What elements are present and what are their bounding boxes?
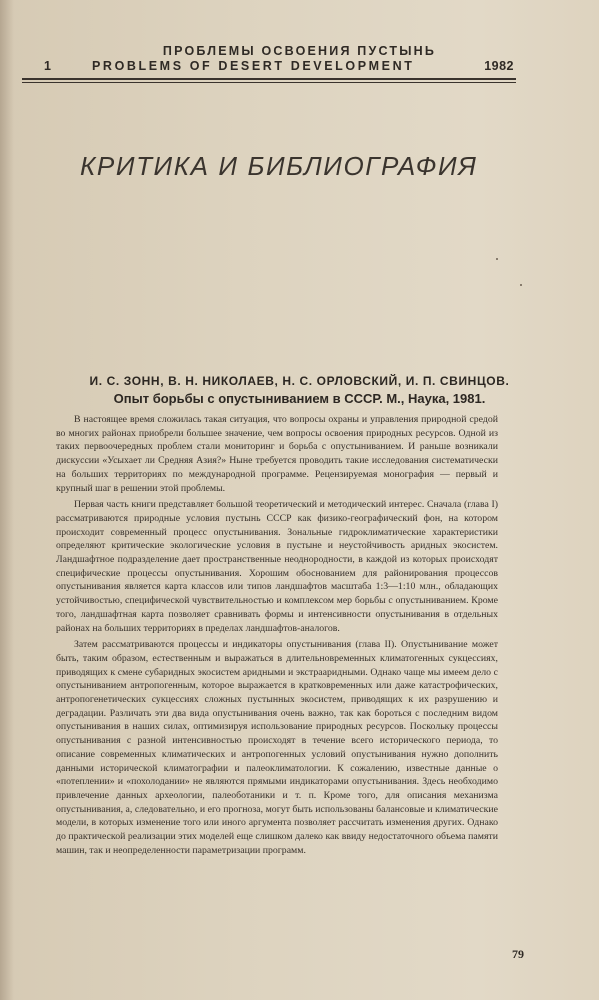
review-book-title: Опыт борьбы с опустыниванием в СССР. М., Наука, 1981.: [113, 391, 486, 406]
paragraph: Первая часть книги представляет большой теоретический и методический интерес. Сначала (глава I) рассматриваются природные условия пустынь СССР как физико-географический фон, на котором происходит современный процесс опустынивания. Зональные гидроклиматические характеристики определяют критические экологические условия в пустыне и неустойчивость аридных экосистем. Ландшафтное подразделение дает пространственные неоднородности, в каждой из которых происходят специфические процессы опустынивания. Хорошим обоснованием для районирования процессов опустынивания является карта классов или типов ландшафтов масштаба 1:3—1:10 млн., обладающих устойчивостью, специфической чувствительностью и комплексом мер борьбы с опустыниванием. Кроме того, ландшафтная карта позволяет сравнивать формы и интенсивности опустынивания в отдельных районах на больших территориях в пределах ландшафтов-аналогов.: [56, 499, 498, 634]
section-title: КРИТИКА И БИБЛИОГРАФИЯ: [80, 151, 478, 181]
header-rule-thin: [22, 82, 516, 83]
paragraph: Затем рассматриваются процессы и индикаторы опустынивания (глава II). Опустынивание может быть, таким образом, естественным и выражаться в длительновременных климатогенных сукцессиях, приводящих к смене субаридных экосистем аридными и экстрааридными. Однако чаще мы имеем дело с опустыниванием антропогенным, которое выражается в кратковременных или даже катастрофических, антропогенетических сукцессиях сложных пустынных экосистем, приводящих к их разрушению и деградации. Различать эти два вида опустынивания очень важно, так как бороться с последним видом опустынивания в наших силах, оптимизируя использование природных ресурсов. Поскольку процессы опустынивания с разной интенсивностью происходят в течение всего исторического периода, то описание современных климатических и антропогенных условий опустынивания нужно дополнить данными исторической климатографии и палеоклиматологии. К сожалению, известные данные о «потеплении» и «похолодании» не являются прямыми индикаторами опустынивания. Здесь необходимо привлечение данных археологии, палеоботаники и т. п. Кроме того, для описания механизма опустынивания, а, следовательно, и его прогноза, могут быть использованы балансовые и климатические модели, в которых изменение того или иного аргумента позволяет рассчитать изменения других. Однако до практической реализации этих моделей еще слишком далеко как ввиду недостаточного объема памяти машин, так и неопределенности параметризации программ.: [56, 639, 498, 856]
journal-title-en: PROBLEMS OF DESERT DEVELOPMENT: [92, 59, 415, 73]
paper-speck: [496, 258, 498, 260]
review-body: [56, 413, 498, 861]
header-rule-thick: [22, 78, 516, 80]
issue-year: 1982: [484, 59, 514, 73]
paper-speck: [520, 284, 522, 286]
running-header: [44, 59, 514, 77]
issue-number: 1: [44, 59, 51, 73]
review-authors: И. С. ЗОНН, В. Н. НИКОЛАЕВ, Н. С. ОРЛОВСКИЙ, И. П. СВИНЦОВ.: [89, 374, 510, 388]
page-number: 79: [512, 947, 524, 961]
paragraph: В настоящее время сложилась такая ситуация, что вопросы охраны и управления природной средой во многих районах приобрели большее значение, чем вопросы освоения природных ресурсов. Одной из таких первоочередных проблем стали мониторинг и борьба с опустыниванием. И раньше возникали дискуссии «Усыхает ли Средняя Азия?» Ныне требуется проводить такие исследования систематически на больших территориях по международной программе. Рецензируемая монография — первый и крупный шаг в решении этой проблемы.: [56, 414, 498, 494]
journal-title-ru: ПРОБЛЕМЫ ОСВОЕНИЯ ПУСТЫНЬ: [162, 44, 437, 58]
spine-shadow: [0, 0, 14, 1000]
